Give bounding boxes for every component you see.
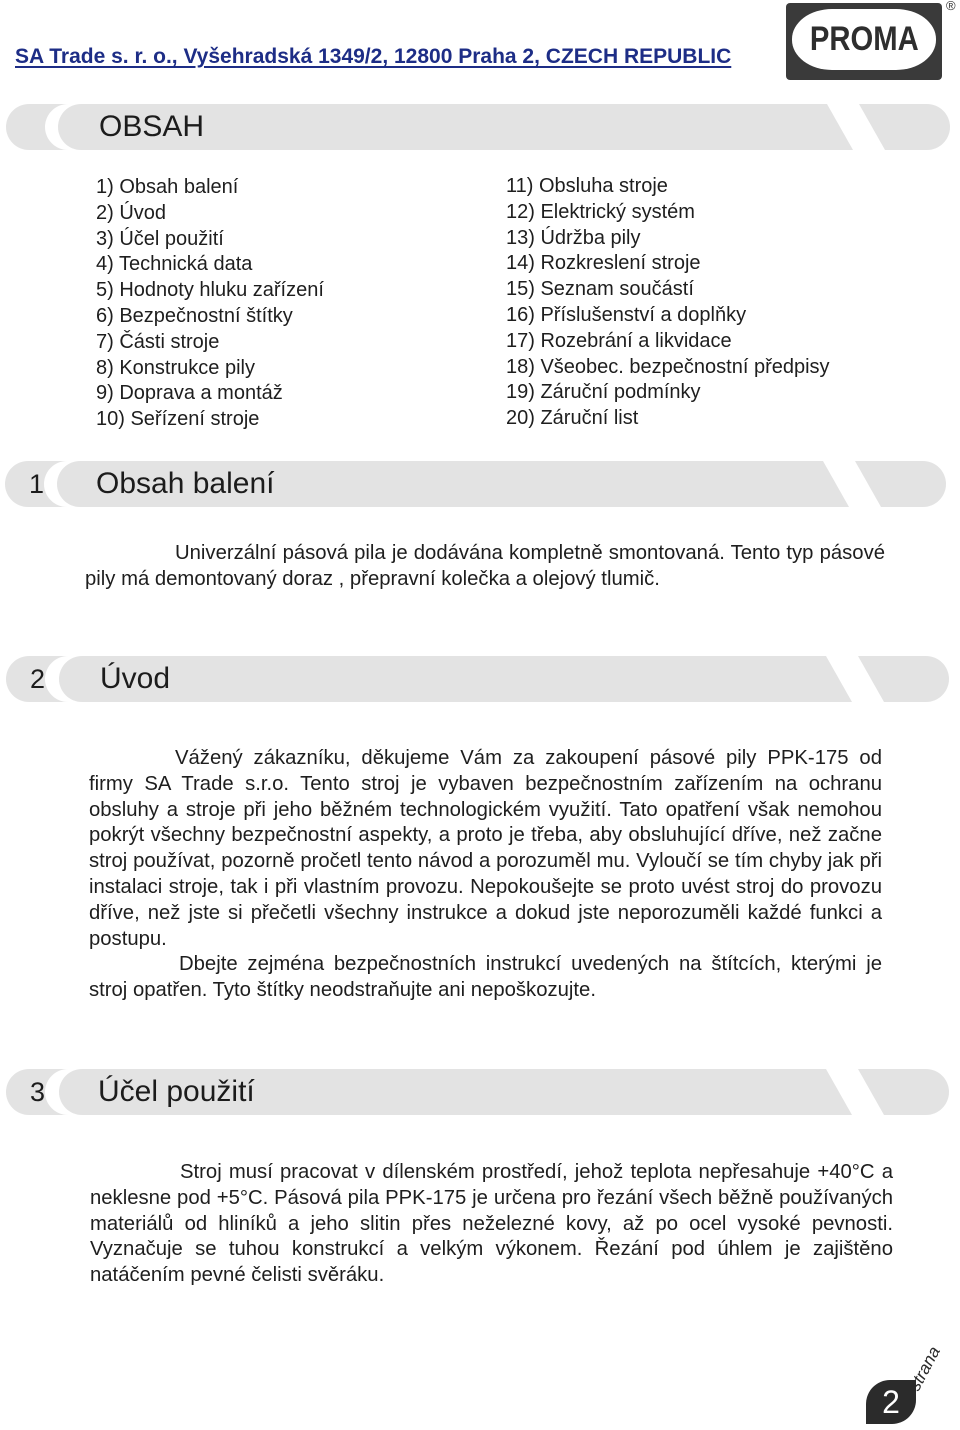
section-title: Obsah balení (96, 467, 275, 500)
toc-item: 13) Údržba pily (506, 226, 641, 249)
paragraph: Stroj musí pracovat v dílenském prostředí, jehož teplota nepřesahuje +40°C a neklesne pod +5°C. Pásová pila PPK-175 je určena pro řezání všech běžně používaných materiálů od hliníků a jeho slitin přes neželezné kovy, až po ocel vysoké pevnosti. Vyznačuje se tuhou konstrukcí a velkým výkonem. Řezání pod úhlem je zajištěno natáčením pevné čelisti svěráku. (90, 1161, 893, 1287)
toc-item: 6) Bezpečnostní štítky (96, 304, 293, 327)
toc-item: 4) Technická data (96, 253, 253, 276)
logo-text: PROMA (809, 20, 919, 58)
toc-item: 18) Všeobec. bezpečnostní předpisy (506, 355, 830, 378)
paragraph: Univerzální pásová pila je dodávána kompletně smontovaná. Tento typ pásové pily má demontovaný doraz , přepravní kolečka a olejový tlumič. (85, 542, 885, 590)
section-title: Úvod (100, 662, 171, 695)
section-number: 2 (30, 664, 46, 694)
toc-item: 15) Seznam součástí (506, 278, 694, 301)
toc-item: 17) Rozebrání a likvidace (506, 329, 732, 352)
toc-item: 14) Rozkreslení stroje (506, 252, 701, 275)
page-number: 2 (882, 1383, 900, 1420)
registered-mark: ® (946, 0, 956, 13)
section-2-heading-bar (6, 656, 949, 702)
section-3-text (90, 1160, 893, 1289)
toc-right-column (506, 174, 830, 432)
section-2-text (89, 746, 882, 1004)
toc-item: 16) Příslušenství a doplňky (506, 303, 747, 326)
section-3-heading-bar (6, 1069, 949, 1115)
toc-item: 9) Doprava a montáž (96, 382, 283, 405)
toc-heading-bar (6, 104, 950, 150)
proma-logo (786, 3, 942, 80)
company-address: SA Trade s. r. o., Vyšehradská 1349/2, 12800 Praha 2, CZECH REPUBLIC (15, 45, 732, 68)
section-number: 3 (30, 1077, 46, 1107)
section-title: Účel použití (98, 1075, 255, 1108)
toc-left-column (96, 175, 324, 433)
toc-item: 20) Záruční list (506, 407, 639, 430)
toc-item: 8) Konstrukce pily (96, 356, 255, 379)
toc-item: 3) Účel použití (96, 227, 224, 250)
section-1-heading-bar (5, 461, 946, 507)
toc-item: 2) Úvod (96, 201, 167, 224)
toc-item: 11) Obsluha stroje (506, 175, 668, 197)
toc-title: OBSAH (99, 110, 205, 143)
toc-item: 10) Seřízení stroje (96, 408, 260, 431)
paragraph: Dbejte zejména bezpečnostních instrukcí uvedených na štítcích, kterými je stroj opatřen. Tyto štítky neodstraňujte ani nepoškozujte. (89, 953, 882, 1002)
toc-item: 12) Elektrický systém (506, 200, 695, 223)
page-word: strana (905, 1343, 944, 1394)
section-1-text (85, 541, 885, 593)
toc-item: 7) Části stroje (96, 330, 220, 353)
toc-item: 19) Záruční podmínky (506, 381, 701, 404)
toc-item: 1) Obsah balení (96, 176, 239, 198)
section-number: 1 (29, 469, 45, 499)
toc-item: 5) Hodnoty hluku zařízení (96, 279, 324, 302)
paragraph: Vážený zákazníku, děkujeme Vám za zakoupení pásové pily PPK-175 od firmy SA Trade s.r.o. Tento stroj je vybaven bezpečnostním zařízením na ochranu obsluhy a stroje při jeho běžném technologickém využití. Tato opatření však nemohou pokrýt všechny bezpečnostní aspekty, a proto je třeba, aby obsluhující dříve, než začne stroj používat, pozorně pročetl tento návod a porozuměl mu. Vyloučí se tím chyby jak při instalaci stroje, tak i při vlastním provozu. Nepokoušejte se proto uvést stroj do provozu dříve, než jste si přečetli všechny instrukce a dokud jste neporozuměli každé funkci a postupu. (89, 747, 882, 950)
